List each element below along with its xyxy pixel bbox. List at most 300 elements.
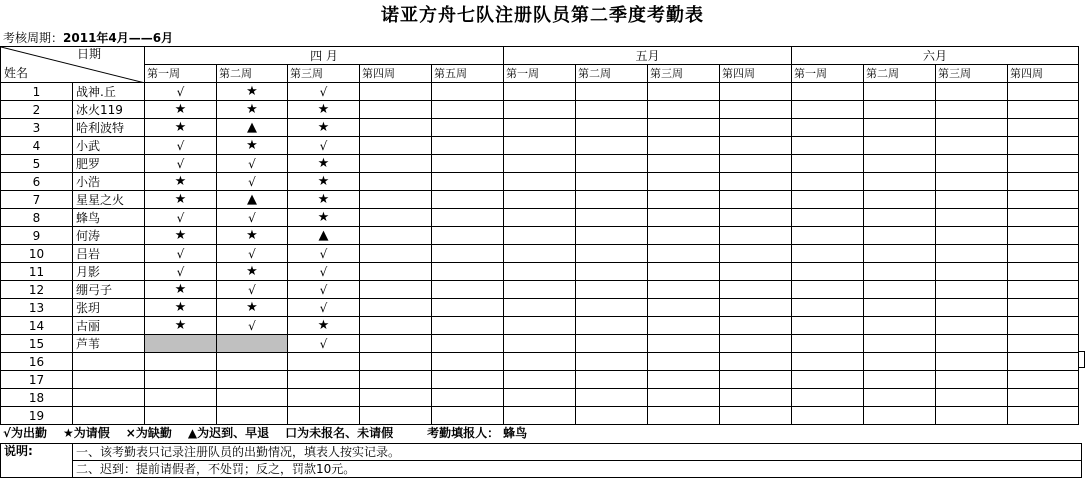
attendance-cell [1008, 191, 1079, 209]
attendance-cell [360, 227, 432, 245]
attendance-cell [145, 155, 217, 173]
attendance-cell [720, 155, 792, 173]
attendance-cell [504, 119, 576, 137]
attendance-cell [288, 389, 360, 407]
star-icon: ★ [317, 192, 330, 207]
member-name: 何涛 [73, 227, 145, 245]
member-name [73, 389, 145, 407]
attendance-cell [504, 137, 576, 155]
member-name: 战神.丘 [73, 83, 145, 101]
attendance-cell [1008, 389, 1079, 407]
attendance-cell [288, 191, 360, 209]
attendance-cell [792, 335, 864, 353]
table-row [1, 101, 1079, 119]
attendance-cell [145, 173, 217, 191]
table-row [1, 263, 1079, 281]
cell-cursor-marker [1078, 351, 1085, 368]
attendance-cell [145, 389, 217, 407]
row-number: 11 [1, 263, 73, 281]
check-mark-icon: √ [176, 138, 185, 153]
attendance-cell [504, 209, 576, 227]
star-icon: ★ [317, 174, 330, 189]
week-header: 第一周 [792, 65, 864, 83]
star-icon: ★ [317, 210, 330, 225]
attendance-cell [504, 245, 576, 263]
row-number: 5 [1, 155, 73, 173]
attendance-cell [288, 245, 360, 263]
week-header: 第二周 [217, 65, 288, 83]
attendance-cell [936, 137, 1008, 155]
attendance-cell [936, 299, 1008, 317]
attendance-cell [648, 389, 720, 407]
attendance-cell [936, 317, 1008, 335]
attendance-cell [288, 119, 360, 137]
attendance-cell [576, 137, 648, 155]
attendance-cell [1008, 227, 1079, 245]
attendance-cell [360, 407, 432, 425]
attendance-cell [792, 191, 864, 209]
attendance-cell [1008, 173, 1079, 191]
attendance-cell [217, 245, 288, 263]
attendance-cell [360, 83, 432, 101]
attendance-cell [936, 245, 1008, 263]
attendance-cell [504, 191, 576, 209]
attendance-cell [432, 83, 504, 101]
attendance-cell [1008, 209, 1079, 227]
attendance-cell [504, 263, 576, 281]
attendance-cell [217, 317, 288, 335]
attendance-cell [864, 137, 936, 155]
attendance-cell [360, 245, 432, 263]
attendance-cell [288, 155, 360, 173]
attendance-cell [936, 101, 1008, 119]
member-name: 肥罗 [73, 155, 145, 173]
attendance-cell [576, 353, 648, 371]
attendance-cell [1008, 101, 1079, 119]
attendance-cell [217, 173, 288, 191]
member-name: 蜂鸟 [73, 209, 145, 227]
attendance-cell [720, 353, 792, 371]
attendance-cell [864, 317, 936, 335]
attendance-cell [648, 245, 720, 263]
attendance-cell [288, 335, 360, 353]
row-number: 8 [1, 209, 73, 227]
attendance-cell [648, 209, 720, 227]
attendance-cell [360, 209, 432, 227]
table-row [1, 173, 1079, 191]
attendance-cell [217, 209, 288, 227]
week-header: 第四周 [1008, 65, 1079, 83]
period-value: 2011年4月——6月 [63, 31, 174, 45]
attendance-cell [1008, 353, 1079, 371]
attendance-cell [288, 263, 360, 281]
star-icon: ★ [174, 102, 187, 117]
attendance-cell [648, 353, 720, 371]
attendance-cell [217, 299, 288, 317]
attendance-cell [360, 173, 432, 191]
member-name: 冰火119 [73, 101, 145, 119]
attendance-cell [576, 371, 648, 389]
attendance-cell [288, 209, 360, 227]
legend [3, 425, 543, 442]
attendance-cell [576, 173, 648, 191]
attendance-cell [145, 371, 217, 389]
attendance-cell [792, 83, 864, 101]
attendance-cell [936, 281, 1008, 299]
attendance-cell [360, 317, 432, 335]
member-name [73, 371, 145, 389]
attendance-cell [576, 335, 648, 353]
attendance-cell [360, 191, 432, 209]
attendance-cell [936, 353, 1008, 371]
check-mark-icon: √ [248, 156, 256, 171]
header-diagonal-cell [1, 47, 145, 83]
triangle-icon: ▲ [247, 120, 257, 135]
attendance-cell [145, 101, 217, 119]
row-number: 12 [1, 281, 73, 299]
attendance-table [0, 46, 1079, 425]
attendance-cell [145, 335, 217, 353]
attendance-cell [792, 101, 864, 119]
attendance-cell [864, 191, 936, 209]
attendance-cell [864, 407, 936, 425]
attendance-cell [648, 137, 720, 155]
attendance-cell [648, 119, 720, 137]
star-icon: ★ [246, 138, 258, 153]
attendance-cell [145, 407, 217, 425]
attendance-cell [648, 317, 720, 335]
attendance-cell [360, 119, 432, 137]
row-number: 6 [1, 173, 73, 191]
sheet-title: 诺亚方舟七队注册队员第二季度考勤表 [381, 5, 704, 26]
attendance-cell [145, 317, 217, 335]
member-name: 星星之火 [73, 191, 145, 209]
member-name: 小浩 [73, 173, 145, 191]
note-line-2: 二、迟到：提前请假者，不处罚；反之，罚款10元。 [73, 461, 1082, 478]
attendance-cell [936, 173, 1008, 191]
attendance-cell [432, 299, 504, 317]
star-icon: ★ [246, 264, 258, 279]
attendance-cell [792, 407, 864, 425]
attendance-cell [432, 317, 504, 335]
table-row [1, 83, 1079, 101]
attendance-cell [720, 101, 792, 119]
table-row [1, 155, 1079, 173]
attendance-cell [432, 371, 504, 389]
attendance-cell [145, 209, 217, 227]
attendance-cell [576, 209, 648, 227]
star-icon: ★ [174, 318, 187, 333]
table-row [1, 245, 1079, 263]
attendance-cell [432, 155, 504, 173]
row-number: 17 [1, 371, 73, 389]
attendance-cell [864, 335, 936, 353]
attendance-cell [936, 335, 1008, 353]
attendance-cell [504, 299, 576, 317]
attendance-cell [864, 353, 936, 371]
member-name: 月影 [73, 263, 145, 281]
attendance-cell [576, 245, 648, 263]
attendance-cell [288, 281, 360, 299]
attendance-cell [720, 119, 792, 137]
star-icon: ★ [174, 282, 187, 297]
attendance-cell [432, 281, 504, 299]
attendance-cell [288, 371, 360, 389]
check-mark-icon: √ [248, 174, 256, 189]
star-icon: ★ [317, 102, 330, 117]
month-header: 五月 [504, 47, 792, 65]
attendance-cell [576, 317, 648, 335]
attendance-cell [145, 281, 217, 299]
attendance-cell [360, 137, 432, 155]
row-number: 1 [1, 83, 73, 101]
table-row [1, 191, 1079, 209]
check-mark-icon: √ [248, 282, 256, 297]
check-mark-icon: √ [319, 336, 328, 351]
attendance-cell [360, 335, 432, 353]
attendance-cell [217, 191, 288, 209]
attendance-cell [1008, 119, 1079, 137]
star-icon: ★ [246, 84, 258, 99]
attendance-cell [792, 227, 864, 245]
attendance-cell [504, 353, 576, 371]
check-mark-icon: √ [176, 246, 185, 261]
attendance-cell [936, 227, 1008, 245]
attendance-cell [648, 299, 720, 317]
month-header: 四 月 [145, 47, 504, 65]
attendance-cell [864, 83, 936, 101]
attendance-cell [145, 353, 217, 371]
star-icon: ★ [317, 156, 330, 171]
attendance-cell [936, 155, 1008, 173]
attendance-cell [217, 407, 288, 425]
attendance-cell [936, 263, 1008, 281]
filler-label: 考勤填报人： [427, 426, 500, 440]
attendance-cell [145, 191, 217, 209]
attendance-cell [360, 281, 432, 299]
attendance-cell [720, 335, 792, 353]
check-mark-icon: √ [319, 246, 328, 261]
attendance-cell [864, 227, 936, 245]
attendance-cell [504, 281, 576, 299]
attendance-cell [1008, 371, 1079, 389]
legend-item: √为出勤 [3, 426, 48, 440]
attendance-cell [792, 263, 864, 281]
row-number: 13 [1, 299, 73, 317]
row-number: 7 [1, 191, 73, 209]
attendance-cell [576, 299, 648, 317]
attendance-cell [288, 317, 360, 335]
attendance-cell [576, 227, 648, 245]
attendance-cell [288, 299, 360, 317]
week-header: 第三周 [648, 65, 720, 83]
attendance-cell [648, 173, 720, 191]
attendance-cell [504, 407, 576, 425]
member-name: 小武 [73, 137, 145, 155]
attendance-cell [720, 407, 792, 425]
attendance-cell [864, 155, 936, 173]
period-label: 考核周期： [3, 31, 64, 45]
attendance-cell [1008, 137, 1079, 155]
attendance-cell [432, 335, 504, 353]
member-name: 吕岩 [73, 245, 145, 263]
attendance-cell [720, 245, 792, 263]
attendance-cell [576, 155, 648, 173]
row-number: 3 [1, 119, 73, 137]
attendance-cell [576, 281, 648, 299]
week-header: 第四周 [360, 65, 432, 83]
table-row [1, 353, 1079, 371]
attendance-cell [648, 407, 720, 425]
attendance-cell [792, 371, 864, 389]
attendance-cell [288, 101, 360, 119]
attendance-cell [1008, 245, 1079, 263]
attendance-cell [792, 209, 864, 227]
star-icon: ★ [246, 228, 258, 243]
attendance-cell [288, 353, 360, 371]
star-icon: ★ [317, 318, 330, 333]
table-row [1, 119, 1079, 137]
attendance-cell [432, 389, 504, 407]
member-name: 张玥 [73, 299, 145, 317]
row-number: 4 [1, 137, 73, 155]
attendance-cell [145, 245, 217, 263]
star-icon: ★ [174, 228, 187, 243]
attendance-cell [936, 389, 1008, 407]
table-row [1, 389, 1079, 407]
attendance-cell [360, 155, 432, 173]
attendance-cell [504, 227, 576, 245]
attendance-cell [648, 191, 720, 209]
attendance-cell [864, 173, 936, 191]
attendance-cell [288, 407, 360, 425]
attendance-cell [504, 173, 576, 191]
star-icon: ★ [174, 300, 187, 315]
attendance-cell [720, 281, 792, 299]
attendance-cell [1008, 281, 1079, 299]
star-icon: ★ [317, 120, 330, 135]
row-number: 10 [1, 245, 73, 263]
attendance-cell [720, 371, 792, 389]
legend-item: ★为请假 [63, 426, 110, 440]
attendance-cell [576, 407, 648, 425]
attendance-cell [792, 173, 864, 191]
table-row [1, 299, 1079, 317]
star-icon: ★ [174, 120, 187, 135]
attendance-cell [360, 299, 432, 317]
row-number: 2 [1, 101, 73, 119]
attendance-cell [936, 407, 1008, 425]
member-name: 芦苇 [73, 335, 145, 353]
row-number: 15 [1, 335, 73, 353]
attendance-cell [145, 83, 217, 101]
attendance-cell [145, 227, 217, 245]
attendance-cell [1008, 407, 1079, 425]
check-mark-icon: √ [176, 210, 185, 225]
note-line-1: 一、该考勤表只记录注册队员的出勤情况，填表人按实记录。 [73, 444, 1082, 461]
table-row [1, 371, 1079, 389]
attendance-cell [648, 281, 720, 299]
attendance-cell [936, 191, 1008, 209]
attendance-cell [792, 353, 864, 371]
triangle-icon: ▲ [318, 228, 329, 243]
attendance-cell [792, 389, 864, 407]
attendance-cell [504, 101, 576, 119]
check-mark-icon: √ [248, 210, 256, 225]
attendance-cell [792, 155, 864, 173]
row-number: 14 [1, 317, 73, 335]
attendance-cell [864, 245, 936, 263]
attendance-cell [648, 101, 720, 119]
week-header: 第五周 [432, 65, 504, 83]
row-number: 19 [1, 407, 73, 425]
attendance-cell [1008, 83, 1079, 101]
attendance-cell [432, 227, 504, 245]
attendance-cell [720, 209, 792, 227]
row-number: 18 [1, 389, 73, 407]
attendance-cell [792, 281, 864, 299]
attendance-cell [1008, 299, 1079, 317]
attendance-cell [1008, 317, 1079, 335]
attendance-cell [864, 281, 936, 299]
row-number: 9 [1, 227, 73, 245]
check-mark-icon: √ [176, 264, 185, 279]
check-mark-icon: √ [319, 138, 328, 153]
star-icon: ★ [246, 300, 258, 315]
attendance-cell [1008, 335, 1079, 353]
check-mark-icon: √ [176, 156, 185, 171]
attendance-cell [720, 389, 792, 407]
attendance-cell [217, 119, 288, 137]
attendance-cell [360, 389, 432, 407]
attendance-cell [576, 191, 648, 209]
attendance-cell [792, 137, 864, 155]
week-header: 第二周 [864, 65, 936, 83]
date-label: 日期 [77, 47, 102, 61]
attendance-cell [648, 371, 720, 389]
attendance-cell [936, 371, 1008, 389]
attendance-cell [936, 83, 1008, 101]
table-row [1, 137, 1079, 155]
member-name: 哈利波特 [73, 119, 145, 137]
attendance-cell [432, 191, 504, 209]
attendance-cell [720, 227, 792, 245]
attendance-cell [864, 371, 936, 389]
attendance-cell [720, 173, 792, 191]
filler-name: 蜂鸟 [503, 426, 528, 440]
member-name: 古丽 [73, 317, 145, 335]
check-mark-icon: √ [319, 300, 328, 315]
attendance-cell [217, 155, 288, 173]
attendance-cell [432, 353, 504, 371]
table-row [1, 317, 1079, 335]
attendance-cell [288, 83, 360, 101]
attendance-cell [432, 173, 504, 191]
attendance-cell [504, 317, 576, 335]
notes-label: 说明: [1, 444, 73, 478]
attendance-cell [217, 389, 288, 407]
star-icon: ★ [174, 192, 187, 207]
check-mark-icon: √ [319, 84, 328, 99]
check-mark-icon: √ [319, 282, 328, 297]
table-row [1, 407, 1079, 425]
attendance-cell [432, 119, 504, 137]
week-header: 第一周 [145, 65, 217, 83]
attendance-cell [217, 281, 288, 299]
table-row [1, 209, 1079, 227]
attendance-cell [217, 335, 288, 353]
name-label: 姓名 [4, 66, 29, 80]
